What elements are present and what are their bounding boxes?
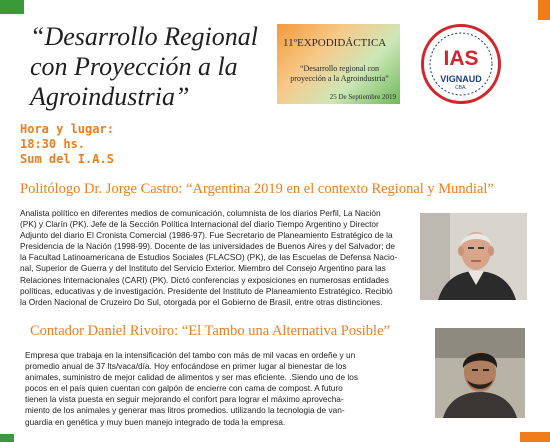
talk1-bio-line: Adjunto del diario El Cronista Comercial (1986-97). Fue Secretario de Planeamiento Estratégico de la xyxy=(20,230,393,241)
time-hour: 18:30 hs. xyxy=(20,137,86,151)
logo-main-text: IAS xyxy=(443,47,479,70)
talk2-title: Contador Daniel Rivoiro: “El Tambo una Alternativa Posible” xyxy=(30,323,390,339)
talk1-bio-line: Relaciones Internacionales (CARI) (PK). Dictó conferencias y exposiciones en numerosas entidades xyxy=(20,274,389,285)
time-label: Hora y lugar: xyxy=(20,122,114,136)
logo-small-text: CBA. xyxy=(455,85,467,91)
event-title-line2: con Proyección a la xyxy=(30,52,238,81)
talk2-bio-line: guardia en genética y muy buen manejo integrado de toda la empresa. xyxy=(25,416,286,427)
talk1-bio-line: Presidencia de la Nación (1998-99). Docente de las universidades de Buenos Aires y del Salvador; de xyxy=(20,241,395,252)
time-place xyxy=(20,122,114,167)
event-title xyxy=(30,22,280,112)
speaker2-photo xyxy=(435,328,525,418)
expo-date: 25 De Septiembre 2019 xyxy=(329,93,396,101)
talk2-bio-line: animales, suministro de mejor calidad de alimentos y ser mas eficiente. .Siendo uno de los xyxy=(25,372,358,383)
talk2-bio-line: promedio anual de 37 lts/vaca/día. Hoy enfocándose en primer lugar al bienestar de los xyxy=(25,361,347,372)
expo-card xyxy=(277,24,400,104)
talk2-bio-line: tienen la vista puesta en seguir mejorando el confort para lograr el máximo aprovecha- xyxy=(25,394,344,405)
ias-logo xyxy=(421,24,501,104)
talk1-bio-line: la Facultad Latinoamericana de Estudios Sociales (FLACSO) (PK), de las Escuelas de Defensa Nacio- xyxy=(20,252,398,263)
talk1-bio-line: nal, Superior de Guerra y del Instituto del Servicio Exterior. Miembro del Consejo Argentino para las xyxy=(20,263,386,274)
expo-topic: “Desarrollo regional con proyección a la Agroindustria” xyxy=(290,64,389,83)
talk1-bio-line: (PK) y Clarín (PK). Jefe de la Sección Política Internacional del diario Tiempo Argentino y Director xyxy=(20,219,379,230)
talk1-bio-line: la Orden Nacional de Cruzeiro Do Sul, otorgada por el Gobierno de Brasil, entre otras distinciones. xyxy=(20,296,383,307)
talk2-bio-line: pocos en el país quien cuentan con galpón de encierre con cama de compost. A futuro xyxy=(25,383,343,394)
logo-sub-text: VIGNAUD xyxy=(440,74,482,84)
corner-accent-green-bottom xyxy=(0,434,14,442)
talk1-bio-line: Analista político en diferentes medios de comunicación, columnista de los diarios Perfil, La Nación xyxy=(20,208,381,218)
corner-accent-green xyxy=(0,0,24,14)
talk1-title: Politólogo Dr. Jorge Castro: “Argentina 2019 en el contexto Regional y Mundial” xyxy=(20,181,494,197)
talk2-bio-line: miento de los animales y generar mas litros promedios. utilizando la tecnologia de van- xyxy=(25,405,345,416)
time-place-name: Sum del I.A.S xyxy=(20,152,114,166)
talk1-bio xyxy=(20,208,417,308)
event-title-line3: Agroindustria” xyxy=(30,82,190,111)
speaker1-portrait-icon xyxy=(420,213,527,300)
speaker1-photo xyxy=(420,213,527,300)
expo-name: 11ºEXPODIDÁCTICA xyxy=(283,37,387,49)
talk2-bio-line: Empresa que trabaja en la intensificación del tambo con más de mil vacas en ordeñe y un xyxy=(25,350,356,360)
speaker2-portrait-icon xyxy=(435,328,525,418)
event-title-line1: “Desarrollo Regional xyxy=(30,22,258,51)
corner-accent-orange-bottom xyxy=(520,432,550,442)
corner-accent-orange xyxy=(538,0,550,20)
talk2-bio xyxy=(25,350,408,428)
talk1-bio-line: políticas, educativas y de investigación. Presidente del Instituto de Planeamiento Estratégico. Recibió xyxy=(20,285,393,296)
